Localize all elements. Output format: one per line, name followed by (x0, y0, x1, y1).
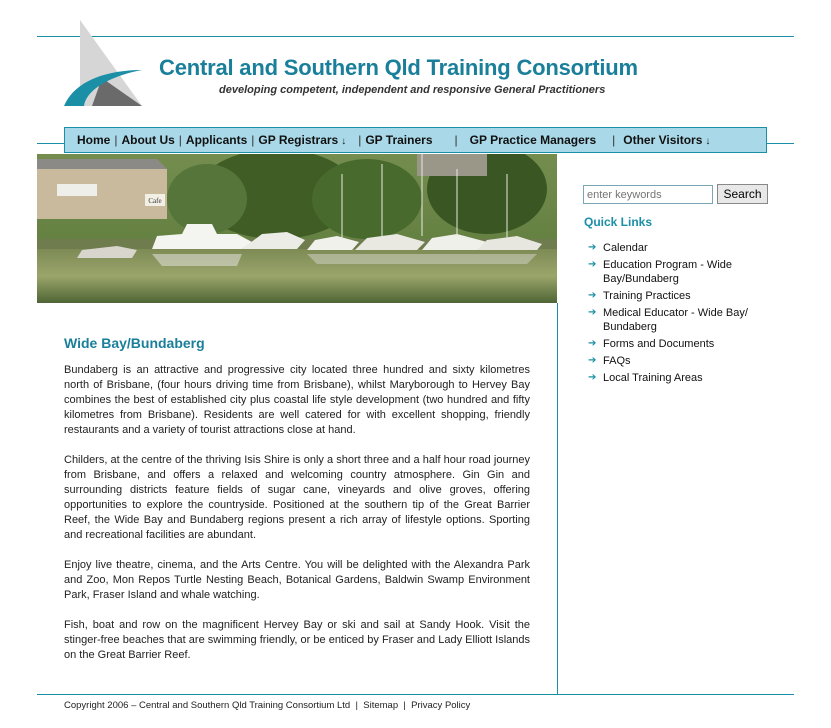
footer-copyright: Copyright 2006 – Central and Southern Qld Training Consortium Ltd (64, 700, 351, 711)
nav-separator: | (114, 133, 118, 147)
quick-link-label: Calendar (603, 242, 648, 254)
nav-home[interactable] (73, 133, 114, 147)
nav-gp-practice-managers-label: GP Practice Managers (469, 133, 597, 147)
hero-cafe-roof (37, 159, 167, 169)
hero-tree (167, 164, 247, 234)
nav-separator: | (454, 133, 458, 147)
arrow-right-icon: ➔ (588, 338, 597, 349)
content-paragraph: Enjoy live theatre, cinema, and the Arts Centre. You will be delighted with the Alexandra Park and Zoo, Mon Repos Turtle Nesting Beach, Botanical Gardens, Baldwin Swamp Environment Park, Fraser Island and whale watching. (64, 559, 530, 601)
quick-link-training-practices[interactable] (588, 289, 763, 303)
quick-link-label: Training Practices (603, 290, 691, 302)
arrow-right-icon: ➔ (588, 372, 597, 383)
footer (64, 700, 470, 711)
nav-home-label: Home (77, 133, 111, 147)
footer-separator: | (355, 700, 358, 711)
arrow-down-icon: ↓ (705, 136, 711, 147)
quick-link-faqs[interactable] (588, 354, 763, 368)
nav-about-us[interactable] (117, 133, 178, 147)
site-title: Central and Southern Qld Training Consortium (159, 55, 638, 80)
hero-tree (312, 159, 422, 239)
quick-link-label: Local Training Areas (603, 372, 703, 384)
hero-building (417, 154, 487, 176)
nav-gp-practice-managers[interactable] (466, 133, 601, 147)
hero-reflection (307, 254, 537, 264)
arrow-right-icon: ➔ (588, 259, 597, 270)
quick-link-calendar[interactable] (588, 241, 763, 255)
quick-links-title: Quick Links (584, 215, 653, 229)
arrow-down-icon: ↓ (341, 136, 347, 147)
search-button[interactable]: Search (717, 184, 768, 204)
hero-sign (57, 184, 97, 196)
hero-marina-image (37, 154, 557, 303)
quick-link-label: Forms and Documents (603, 338, 715, 350)
quick-link-label: Education Program - Wide Bay/Bundaberg (603, 259, 732, 285)
page-title: Wide Bay/Bundaberg (64, 335, 205, 351)
main-nav (64, 127, 767, 153)
consortium-logo (62, 20, 146, 110)
nav-rule-left (37, 143, 65, 144)
hero-reflection (152, 254, 242, 266)
nav-separator: | (251, 133, 255, 147)
nav-separator: | (358, 133, 362, 147)
arrow-right-icon: ➔ (588, 355, 597, 366)
footer-separator: | (403, 700, 406, 711)
nav-gp-trainers-label: GP Trainers (365, 133, 433, 147)
nav-about-us-label: About Us (121, 133, 175, 147)
top-rule (37, 36, 794, 37)
nav-separator: | (178, 133, 182, 147)
quick-link-label: FAQs (603, 355, 631, 367)
content-paragraph: Fish, boat and row on the magnificent Hervey Bay or ski and sail at Sandy Hook. Visit the stinger-free beaches that are swimming friendly, or be enticed by Fraser and Lady Elliott Islands on the Great Barrier Reef. (64, 619, 530, 661)
nav-separator: | (612, 133, 616, 147)
search-input[interactable] (583, 185, 713, 204)
quick-links-list (588, 241, 763, 388)
quick-link-local-training-areas[interactable] (588, 371, 763, 385)
hero-cafe-sign-text: Cafe (148, 197, 162, 205)
content-paragraph: Bundaberg is an attractive and progressive city located three hundred and sixty kilometres north of Brisbane, (four hours driving time from Brisbane), whilst Maryborough to Hervey Bay combines the best of established city plus coastal life style development (two hundred and fifty kilometres from Brisbane). Residents are well catered for with excellent shopping, friendly restaurants and a variety of tourist attractions close at hand. (64, 364, 530, 436)
bottom-rule (37, 694, 794, 695)
main-content (64, 335, 530, 678)
nav-gp-registrars-label: GP Registrars (258, 133, 339, 147)
quick-link-label: Medical Educator - Wide Bay/ Bundaberg (603, 307, 748, 333)
site-tagline: developing competent, independent and responsive General Practitioners (219, 84, 606, 96)
content-paragraph: Childers, at the centre of the thriving Isis Shire is only a short three and a half hour road journey from Brisbane, and offers a relaxed and welcoming country atmosphere. Gin Gin and surrounding districts feature fields of sugar cane, vineyards and olive groves, offering opportunities to explore the countryside. Positioned at the southern tip of the Great Barrier Reef, the Wide Bay and Bundaberg regions present a rich array of lifestyle options. Sporting and recreational facilities are abundant. (64, 454, 530, 541)
nav-gp-registrars[interactable] (254, 133, 350, 147)
column-divider (557, 303, 558, 695)
quick-link-education-program[interactable] (588, 258, 763, 286)
quick-link-medical-educator[interactable] (588, 306, 763, 334)
nav-gp-trainers[interactable] (361, 133, 436, 147)
nav-other-visitors[interactable] (619, 133, 714, 147)
arrow-right-icon: ➔ (588, 290, 597, 301)
footer-privacy-link[interactable]: Privacy Policy (411, 700, 471, 711)
footer-sitemap-link[interactable]: Sitemap (363, 700, 399, 711)
nav-applicants-label: Applicants (185, 133, 248, 147)
nav-other-visitors-label: Other Visitors (623, 133, 703, 147)
arrow-right-icon: ➔ (588, 242, 597, 253)
nav-applicants[interactable] (182, 133, 251, 147)
quick-link-forms-and-documents[interactable] (588, 337, 763, 351)
arrow-right-icon: ➔ (588, 307, 597, 318)
nav-rule-right (767, 143, 794, 144)
